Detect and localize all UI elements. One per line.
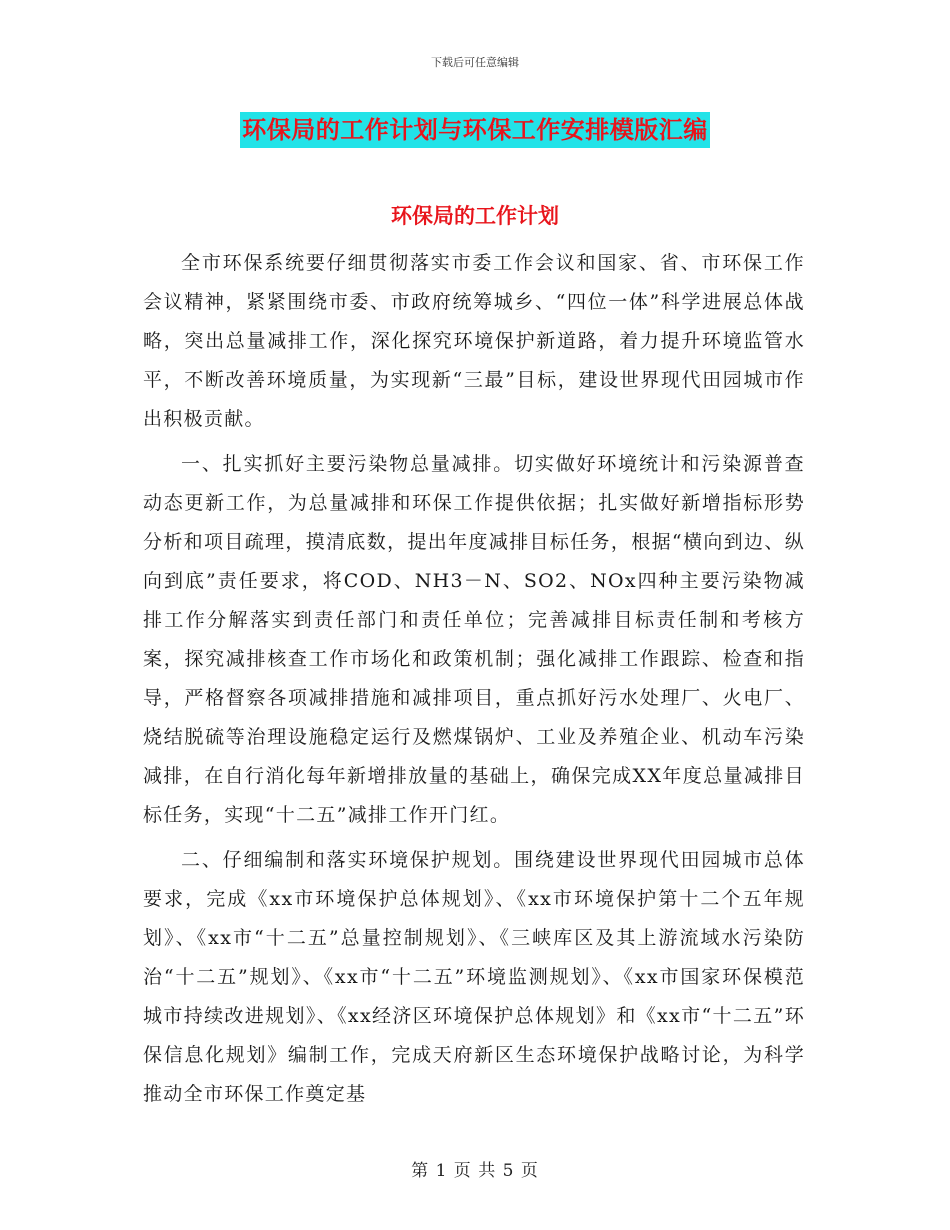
document-body	[143, 244, 805, 1120]
page-header-note: 下载后可任意编辑	[431, 56, 519, 69]
document-title: 环保局的工作计划与环保工作安排模版汇编	[240, 112, 710, 148]
paragraph-intro: 全市环保系统要仔细贯彻落实市委工作会议和国家、省、市环保工作会议精神，紧紧围绕市委、市政府统筹城乡、“四位一体”科学进展总体战略，突出总量减排工作，深化探究环境保护新道路，着力提升环境监管水平，不断改善环境质量，为实现新“三最”目标，建设世界现代田园城市作出积极贡献。	[143, 252, 805, 430]
document-title-wrapper	[0, 112, 950, 148]
paragraph-planning: 二、仔细编制和落实环境保护规划。围绕建设世界现代田园城市总体要求，完成《xx市环境保护总体规划》、《xx市环境保护第十二个五年规划》、《xx市“十二五”总量控制规划》、《三峡库区及其上游流域水污染防治“十二五”规划》、《xx市“十二五”环境监测规划》、《xx市国家环保模范城市持续改进规划》、《xx经济区环境保护总体规划》和《xx市“十二五”环保信息化规划》编制工作，完成天府新区生态环境保护战略讨论，为科学推动全市环保工作奠定基	[143, 849, 805, 1105]
paragraph-emission-reduction: 一、扎实抓好主要污染物总量减排。切实做好环境统计和污染源普查动态更新工作，为总量减排和环保工作提供依据；扎实做好新增指标形势分析和项目疏理，摸清底数，提出年度减排目标任务，根据“横向到边、纵向到底”责任要求，将COD、NH3－N、SO2、NOx四种主要污染物减排工作分解落实到责任部门和责任单位；完善减排目标责任制和考核方案，探究减排核查工作市场化和政策机制；强化减排工作跟踪、检查和指导，严格督察各项减排措施和减排项目，重点抓好污水处理厂、火电厂、烧结脱硫等治理设施稳定运行及燃煤锅炉、工业及养殖企业、机动车污染减排，在自行消化每年新增排放量的基础上，确保完成XX年度总量减排目标任务，实现“十二五”减排工作开门红。	[143, 453, 805, 826]
page-number-footer: 第 1 页 共 5 页	[411, 1161, 539, 1181]
section-title: 环保局的工作计划	[391, 203, 559, 228]
